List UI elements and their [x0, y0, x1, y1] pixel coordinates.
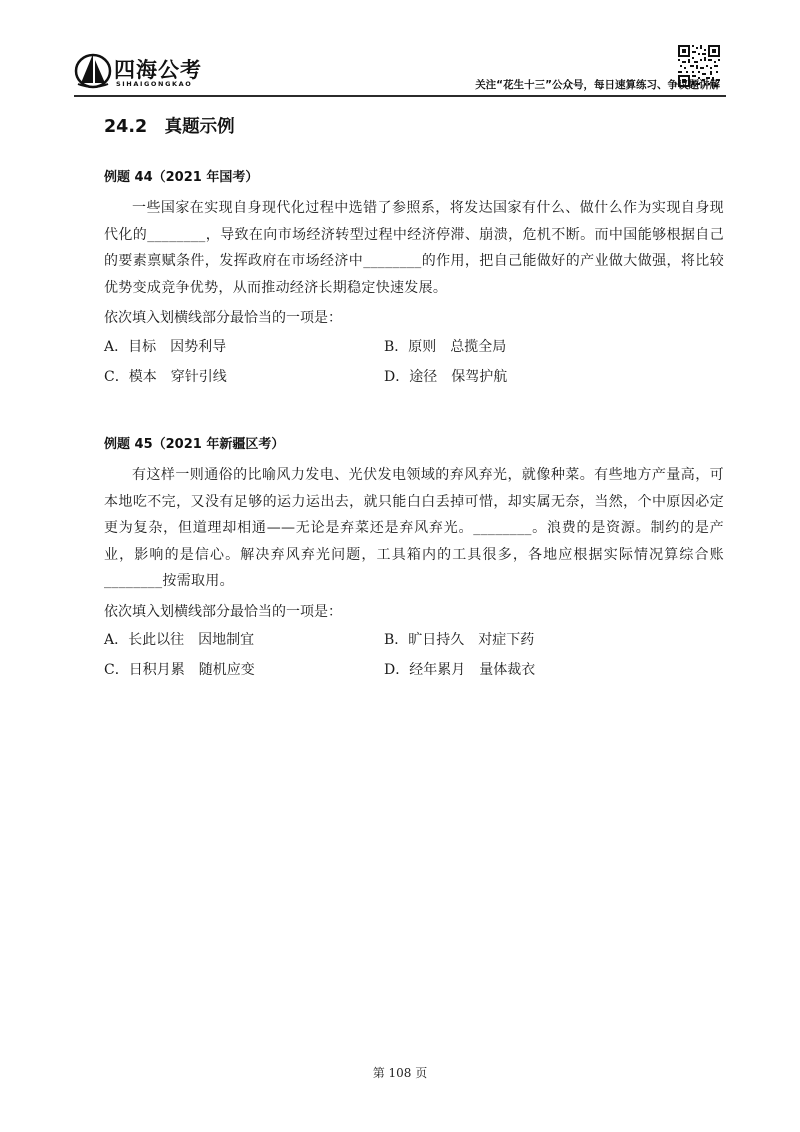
example-title: 例题 45（2021 年新疆区考） [104, 437, 285, 452]
example-question: 依次填入划横线部分最恰当的一项是： [104, 310, 342, 326]
options-list [104, 629, 724, 691]
header-slogan: 关注“花生十三”公众号，每日速算练习、争议题讲解 [475, 79, 720, 91]
sail-logo-icon [74, 50, 112, 90]
example-paragraph: 一些国家在实现自身现代化过程中选错了参照系，将发达国家有什么、做什么作为实现自身现代化的________，导致在向市场经济转型过程中经济停滞、崩溃，危机不断。而中国能够根据自己的要素禀赋条件，发挥政府在市场经济中________的作用，把自己能做好的产业做大做强，将比较优势变成竞争优势，从而推动经济长期稳定快速发展。 [104, 200, 724, 296]
brand-logo [74, 50, 224, 94]
option-a: A．长此以往 因地制宜 [104, 632, 255, 648]
section-title: 24.2 真题示例 [104, 117, 235, 137]
logo-chinese-text: 四海公考 [114, 58, 202, 82]
option-d: D．经年累月 量体裁衣 [384, 662, 536, 678]
option-c: C．日积月累 随机应变 [104, 662, 255, 678]
options-list [104, 336, 724, 398]
page-header [0, 0, 800, 100]
option-a: A．目标 因势利导 [104, 338, 227, 355]
option-c: C．模本 穿针引线 [104, 368, 227, 385]
example-title: 例题 44（2021 年国考） [104, 170, 259, 185]
option-b: B．旷日持久 对症下药 [384, 632, 535, 648]
example-question: 依次填入划横线部分最恰当的一项是： [104, 603, 342, 620]
header-divider [74, 95, 726, 97]
option-d: D．途径 保驾护航 [384, 368, 508, 385]
example-paragraph: 有这样一则通俗的比喻风力发电、光伏发电领域的弃风弃光，就像种菜。有些地方产量高，可本地吃不完，又没有足够的运力运出去，就只能白白丢掉可惜，却实属无奈，当然，个中原因必定更为复杂，但道理却相通——无论是弃菜还是弃风弃光。________。浪费的是资源。制约的是产业，影响的是信心。解决弃风弃光问题，工具箱内的工具很多，各地应根据实际情况算综合账________按需取用。 [104, 467, 724, 589]
page-number: 第 108 页 [372, 1066, 428, 1080]
logo-english-text: SIHAIGONGKAO [116, 80, 193, 88]
option-b: B．原则 总揽全局 [384, 338, 507, 355]
example-45 [104, 433, 724, 691]
example-44 [104, 166, 724, 398]
